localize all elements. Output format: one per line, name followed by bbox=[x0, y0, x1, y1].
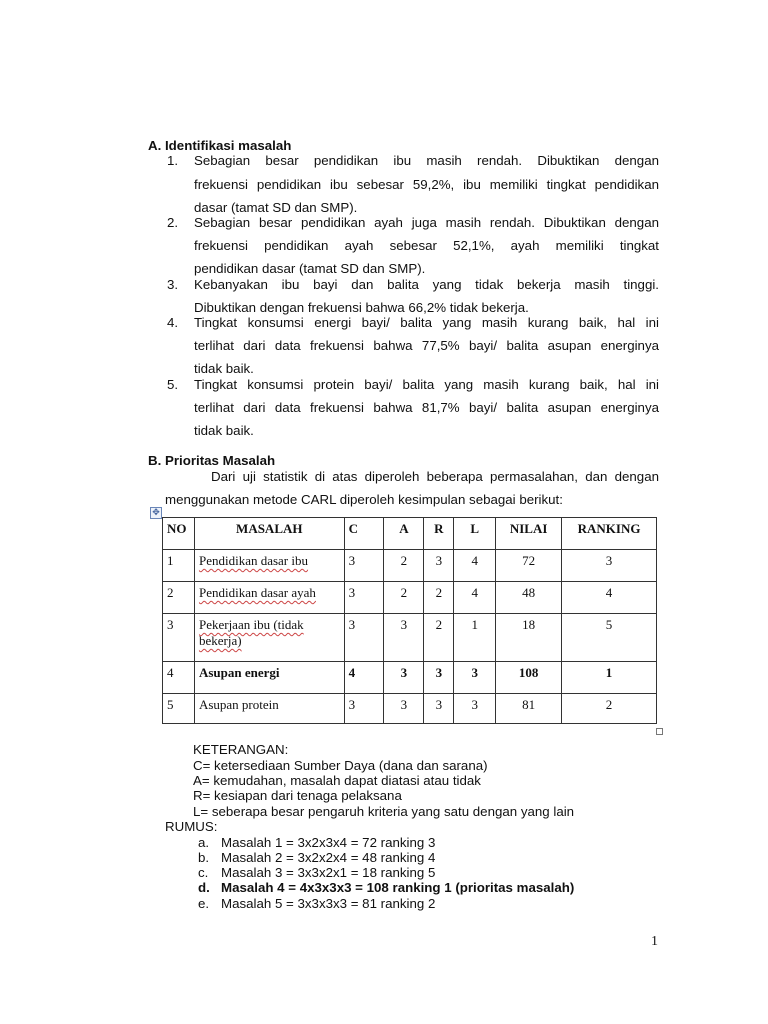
table-resize-handle[interactable] bbox=[656, 728, 663, 735]
keterangan-line: L= seberapa besar pengaruh kriteria yang satu dengan yang lain bbox=[193, 804, 575, 819]
cell-c: 3 bbox=[344, 694, 384, 724]
cell-l: 3 bbox=[454, 662, 496, 694]
cell-masalah: Asupan energi bbox=[194, 662, 344, 694]
header-l: L bbox=[454, 518, 496, 550]
item-2-line-1: Sebagian besar pendidikan ayah juga masih rendah. Dibuktikan dengan bbox=[194, 215, 659, 230]
cell-masalah: Pekerjaan ibu (tidak bekerja) bbox=[198, 617, 304, 648]
cell-nilai: 48 bbox=[496, 582, 562, 614]
cell-ranking: 3 bbox=[562, 550, 657, 582]
cell-l: 3 bbox=[454, 694, 496, 724]
table-row bbox=[163, 582, 657, 614]
cell-c: 4 bbox=[344, 662, 384, 694]
keterangan-title: KETERANGAN: bbox=[193, 742, 289, 757]
rumus-item-letter: c. bbox=[198, 865, 209, 880]
cell-l: 4 bbox=[454, 550, 496, 582]
item-4-number: 4. bbox=[167, 315, 179, 330]
table-row bbox=[163, 550, 657, 582]
cell-nilai: 81 bbox=[496, 694, 562, 724]
rumus-item-text-priority: Masalah 4 = 4x3x3x3 = 108 ranking 1 (prioritas masalah) bbox=[221, 880, 575, 895]
header-r: R bbox=[424, 518, 454, 550]
rumus-item-letter: d. bbox=[198, 880, 210, 895]
item-5-number: 5. bbox=[167, 377, 179, 392]
header-c: C bbox=[344, 518, 384, 550]
cell-a: 2 bbox=[384, 550, 424, 582]
header-masalah: MASALAH bbox=[194, 518, 344, 550]
rumus-item-text: Masalah 5 = 3x3x3x3 = 81 ranking 2 bbox=[221, 896, 436, 911]
item-1-line-2: frekuensi pendidikan ibu sebesar 59,2%, ibu memiliki tingkat pendidikan bbox=[194, 177, 659, 192]
item-2-number: 2. bbox=[167, 215, 179, 230]
cell-r: 3 bbox=[424, 662, 454, 694]
cell-c: 3 bbox=[344, 582, 384, 614]
header-nilai: NILAI bbox=[496, 518, 562, 550]
table-row bbox=[163, 614, 657, 662]
keterangan-line: C= ketersediaan Sumber Daya (dana dan sarana) bbox=[193, 758, 488, 773]
section-b-title: B. Prioritas Masalah bbox=[148, 453, 276, 468]
cell-r: 2 bbox=[424, 614, 454, 662]
header-ranking: RANKING bbox=[562, 518, 657, 550]
cell-c: 3 bbox=[344, 614, 384, 662]
item-1-number: 1. bbox=[167, 153, 179, 168]
cell-nilai: 18 bbox=[496, 614, 562, 662]
cell-a: 3 bbox=[384, 614, 424, 662]
item-1-line-1: Sebagian besar pendidikan ibu masih rendah. Dibuktikan dengan bbox=[194, 153, 659, 168]
cell-no: 1 bbox=[163, 550, 195, 582]
item-3-line-1: Kebanyakan ibu bayi dan balita yang tidak bekerja masih tinggi. bbox=[194, 277, 659, 292]
cell-nilai: 72 bbox=[496, 550, 562, 582]
carl-table bbox=[162, 517, 657, 724]
cell-r: 3 bbox=[424, 694, 454, 724]
section-b-intro-line-2: menggunakan metode CARL diperoleh kesimpulan sebagai berikut: bbox=[165, 492, 563, 507]
table-header-row bbox=[163, 518, 657, 550]
rumus-title: RUMUS: bbox=[165, 819, 218, 834]
item-3-number: 3. bbox=[167, 277, 179, 292]
cell-masalah: Asupan protein bbox=[194, 694, 344, 724]
item-5-line-1: Tingkat konsumsi protein bayi/ balita yang masih kurang baik, hal ini bbox=[194, 377, 659, 392]
cell-l: 4 bbox=[454, 582, 496, 614]
item-4-line-2: terlihat dari data frekuensi bahwa 77,5% bayi/ balita asupan energinya bbox=[194, 338, 659, 353]
section-a-title: A. Identifikasi masalah bbox=[148, 138, 292, 153]
cell-no: 3 bbox=[163, 614, 195, 662]
rumus-item-text: Masalah 1 = 3x2x3x4 = 72 ranking 3 bbox=[221, 835, 436, 850]
item-5-line-2: terlihat dari data frekuensi bahwa 81,7% bayi/ balita asupan energinya bbox=[194, 400, 659, 415]
cell-no: 5 bbox=[163, 694, 195, 724]
cell-l: 1 bbox=[454, 614, 496, 662]
rumus-item-letter: a. bbox=[198, 835, 210, 850]
item-5-line-3: tidak baik. bbox=[194, 423, 254, 438]
item-1-line-3: dasar (tamat SD dan SMP). bbox=[194, 200, 358, 215]
item-4-line-3: tidak baik. bbox=[194, 361, 254, 376]
cell-no: 2 bbox=[163, 582, 195, 614]
keterangan-line: A= kemudahan, masalah dapat diatasi atau tidak bbox=[193, 773, 481, 788]
cell-masalah: Pendidikan dasar ibu bbox=[198, 553, 309, 568]
cell-masalah: Pendidikan dasar ayah bbox=[198, 585, 316, 600]
cell-a: 2 bbox=[384, 582, 424, 614]
rumus-item-letter: b. bbox=[198, 850, 210, 865]
keterangan-line: R= kesiapan dari tenaga pelaksana bbox=[193, 788, 402, 803]
cell-r: 2 bbox=[424, 582, 454, 614]
table-row bbox=[163, 662, 657, 694]
cell-ranking: 1 bbox=[562, 662, 657, 694]
item-2-line-2: frekuensi pendidikan ayah sebesar 52,1%, ayah memiliki tingkat bbox=[194, 238, 659, 253]
item-3-line-2: Dibuktikan dengan frekuensi bahwa 66,2% tidak bekerja. bbox=[194, 300, 529, 315]
table-row bbox=[163, 694, 657, 724]
header-no: NO bbox=[163, 518, 195, 550]
cell-c: 3 bbox=[344, 550, 384, 582]
rumus-item-text: Masalah 2 = 3x2x2x4 = 48 ranking 4 bbox=[221, 850, 436, 865]
cell-a: 3 bbox=[384, 694, 424, 724]
item-2-line-3: pendidikan dasar (tamat SD dan SMP). bbox=[194, 261, 426, 276]
rumus-item-text: Masalah 3 = 3x3x2x1 = 18 ranking 5 bbox=[221, 865, 436, 880]
page-number: 1 bbox=[651, 934, 658, 949]
cell-no: 4 bbox=[163, 662, 195, 694]
cell-nilai: 108 bbox=[496, 662, 562, 694]
cell-r: 3 bbox=[424, 550, 454, 582]
header-a: A bbox=[384, 518, 424, 550]
item-4-line-1: Tingkat konsumsi energi bayi/ balita yang masih kurang baik, hal ini bbox=[194, 315, 659, 330]
cell-ranking: 2 bbox=[562, 694, 657, 724]
rumus-item-letter: e. bbox=[198, 896, 210, 911]
cell-ranking: 4 bbox=[562, 582, 657, 614]
cell-a: 3 bbox=[384, 662, 424, 694]
section-b-intro-line-1: Dari uji statistik di atas diperoleh beberapa permasalahan, dan dengan bbox=[211, 469, 659, 484]
table-move-handle-icon[interactable]: ✥ bbox=[150, 507, 162, 519]
cell-ranking: 5 bbox=[562, 614, 657, 662]
